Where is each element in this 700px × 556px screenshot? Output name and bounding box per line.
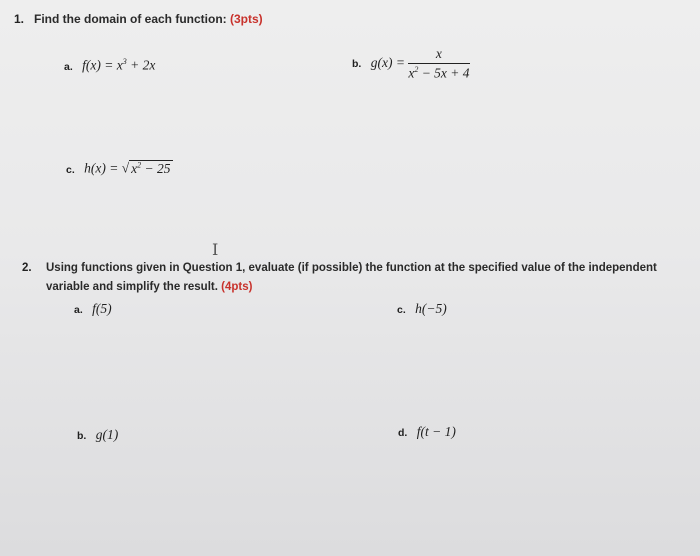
question-2c-label: c. xyxy=(397,304,406,316)
question-2b xyxy=(77,427,118,443)
question-1b-den-exponent: 2 xyxy=(414,65,419,74)
question-1c-rad-exponent: 2 xyxy=(137,160,142,169)
question-2d-label: d. xyxy=(398,427,408,439)
question-2c-expr: h(−5) xyxy=(415,301,447,316)
question-1a-expr-left: f(x) = x xyxy=(82,57,123,73)
question-1c-expr-left: h(x) = xyxy=(84,160,122,176)
question-1b-numerator: x xyxy=(408,46,469,64)
radical-sign: √ xyxy=(121,160,130,176)
question-1b-denominator xyxy=(408,64,469,82)
question-1a-exponent: 3 xyxy=(122,57,127,66)
question-1c xyxy=(66,160,173,177)
question-1-prompt xyxy=(34,12,263,26)
question-2-number: 2. xyxy=(22,262,32,274)
question-1b-fraction xyxy=(408,46,469,82)
question-1a xyxy=(64,57,155,74)
question-2a-label: a. xyxy=(74,304,83,316)
question-1b-den-right: − 5x + 4 xyxy=(418,65,470,81)
question-1b-label: b. xyxy=(352,57,362,70)
question-1-points: (3pts) xyxy=(230,12,263,26)
question-2-text-line-1: Using functions given in Question 1, evaluate (if possible) the function at the specified value of the independent xyxy=(46,262,657,274)
question-2d-expr: f(t − 1) xyxy=(416,424,456,439)
question-2-points: (4pts) xyxy=(221,281,253,293)
question-1a-label: a. xyxy=(64,60,73,73)
question-2b-expr: g(1) xyxy=(95,427,119,442)
question-1b xyxy=(352,46,470,82)
question-2-text-line-2: variable and simplify the result. xyxy=(46,281,218,293)
question-1a-expr-right: + 2x xyxy=(126,57,156,73)
question-1c-radicand xyxy=(129,160,172,176)
question-1b-expr-left: g(x) = xyxy=(370,54,409,70)
question-2-text-line-2-wrap xyxy=(46,281,252,293)
question-2c xyxy=(397,301,447,317)
text-cursor-icon: I xyxy=(212,240,219,259)
question-1-number: 1. xyxy=(14,12,25,26)
question-1c-rad-right: − 25 xyxy=(141,160,171,176)
question-1c-label: c. xyxy=(66,163,75,176)
question-2a-expr: f(5) xyxy=(92,301,112,316)
question-2d xyxy=(398,424,456,440)
question-2a xyxy=(74,301,112,317)
question-2b-label: b. xyxy=(77,430,87,442)
question-1b-den-left: x xyxy=(408,65,415,81)
question-1-text: Find the domain of each function: xyxy=(34,12,227,26)
question-1c-rad-left: x xyxy=(131,160,138,176)
